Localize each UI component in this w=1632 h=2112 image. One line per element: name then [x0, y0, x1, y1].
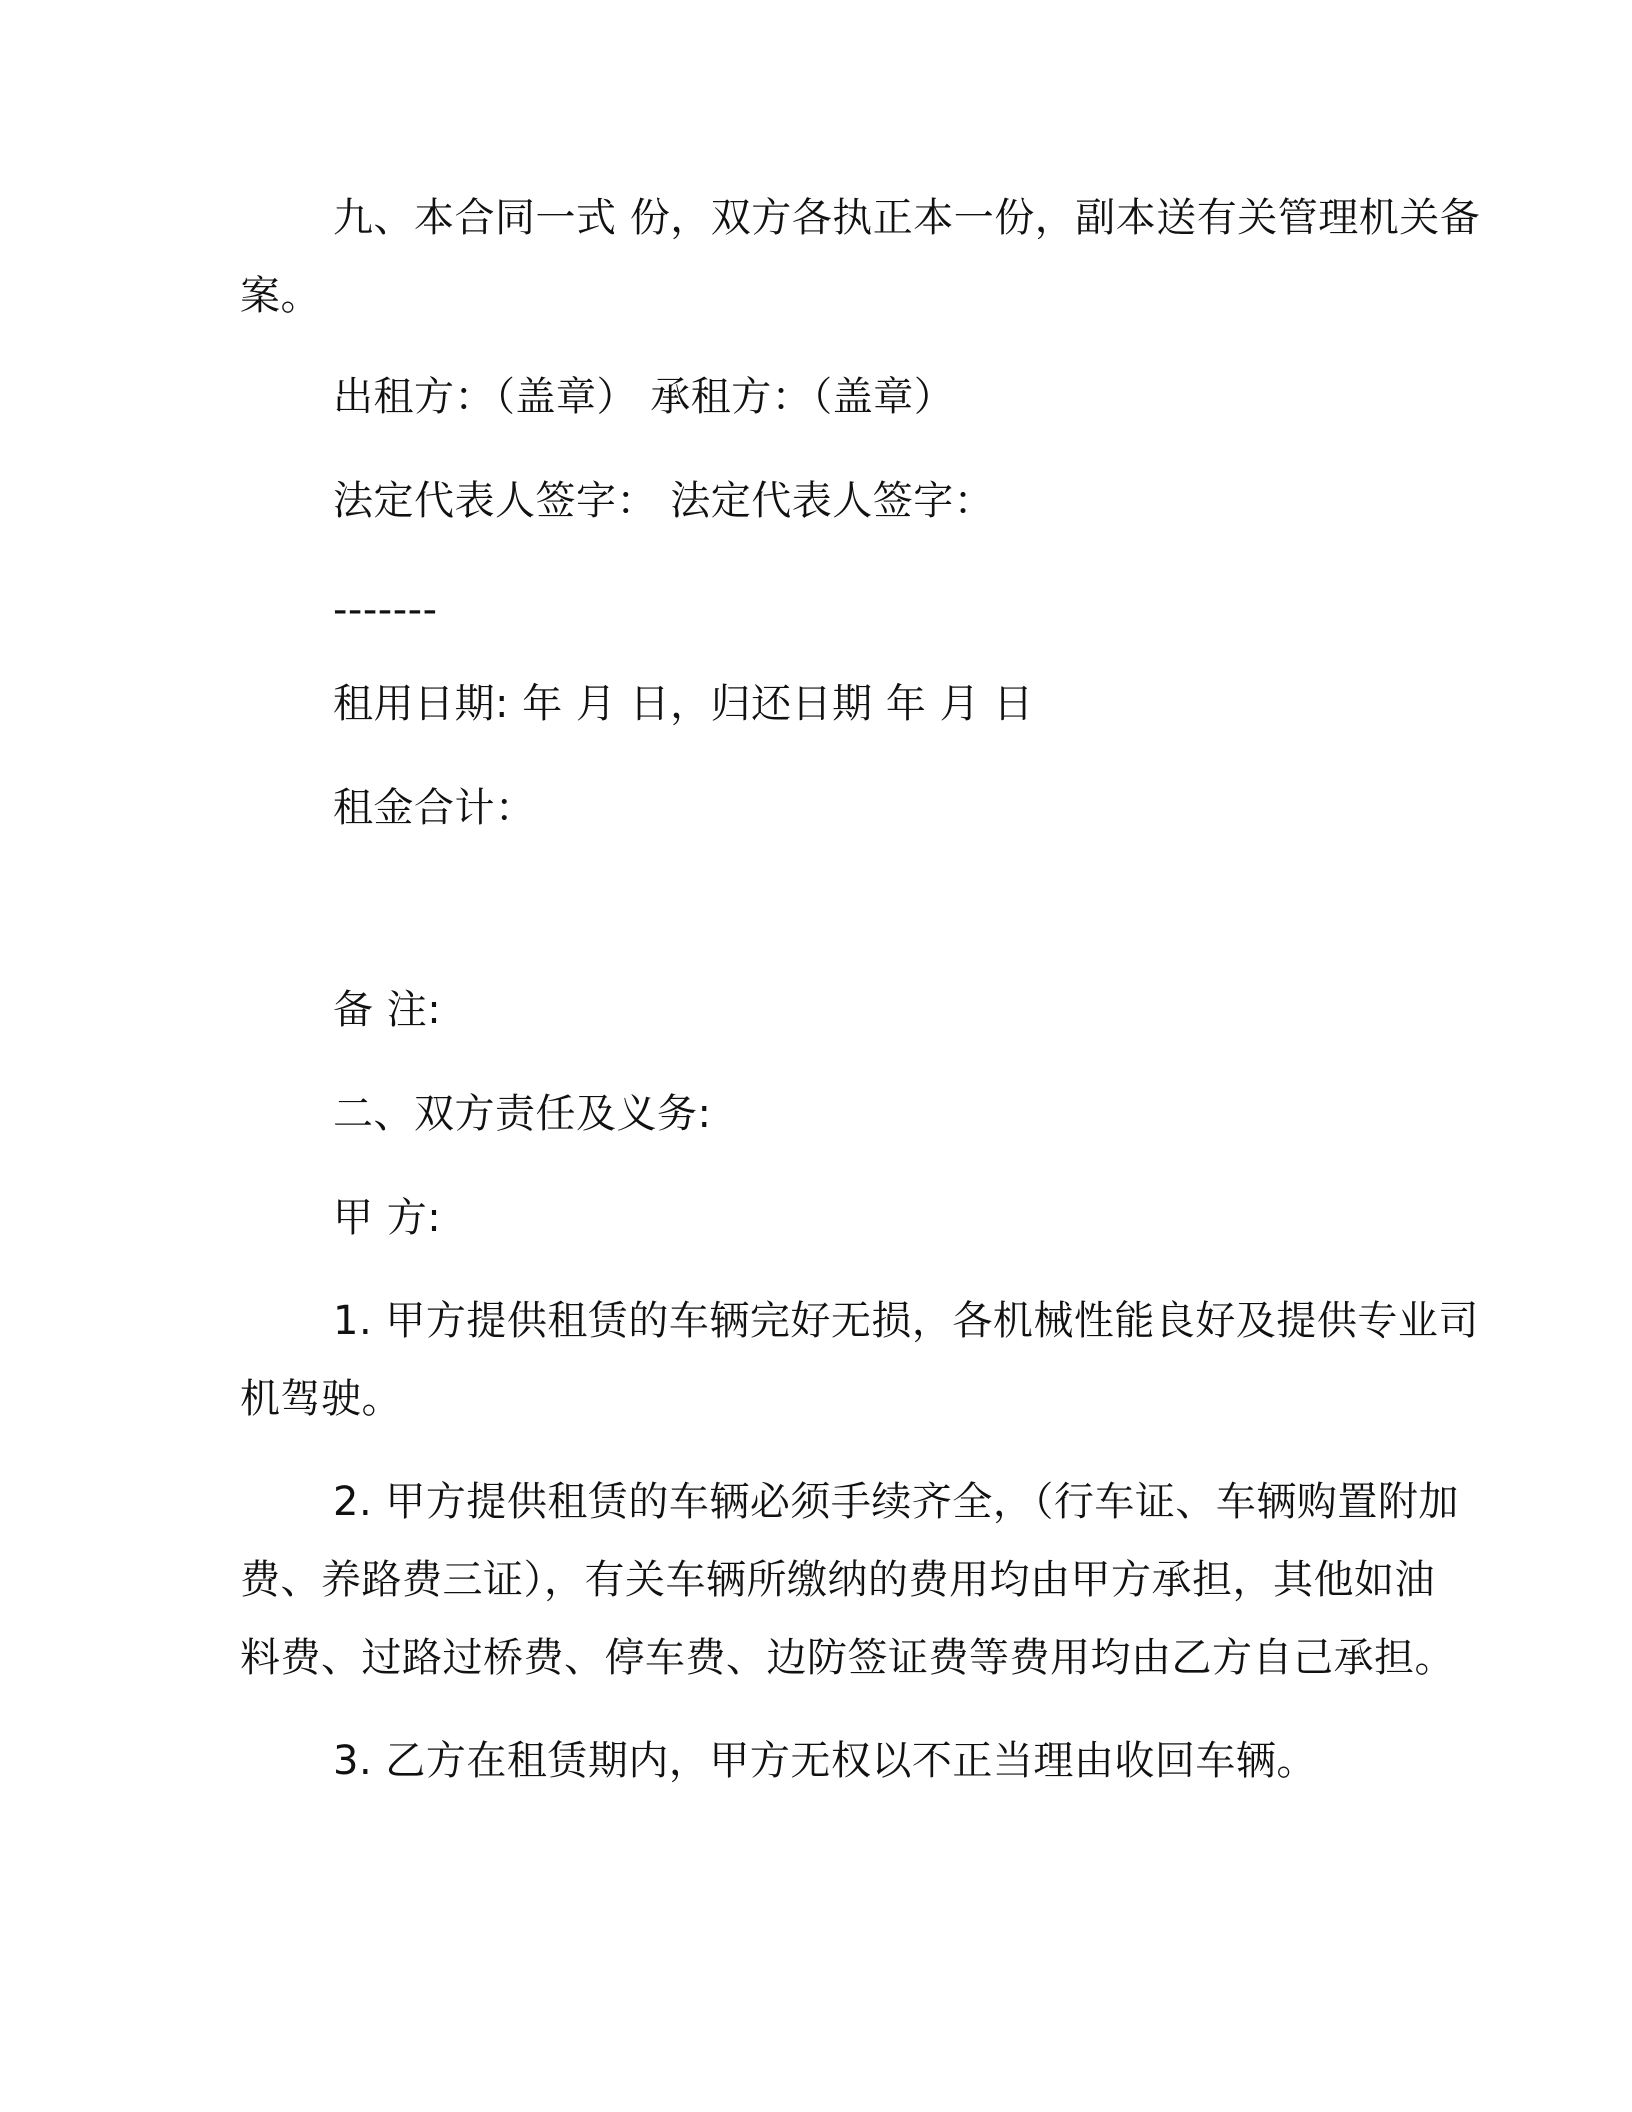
signature-representatives-line: 法定代表人签字： 法定代表人签字： — [333, 478, 995, 524]
rental-dates-line: 租用日期: 年 月 日，归还日期 年 月 日 — [333, 681, 1034, 727]
remarks-line: 备 注: — [333, 987, 442, 1033]
item-1-line-2: 机驾驶。 — [240, 1376, 402, 1422]
rent-total-line: 租金合计： — [333, 785, 536, 831]
section-two-heading: 二、双方责任及义务: — [333, 1091, 712, 1137]
separator-dashes: ------- — [333, 587, 438, 633]
item-1-line-1: 1. 甲方提供租赁的车辆完好无损，各机械性能良好及提供专业司 — [333, 1298, 1479, 1344]
clause-nine-line-2: 案。 — [240, 273, 321, 319]
item-3-line-1: 3. 乙方在租赁期内，甲方无权以不正当理由收回车辆。 — [333, 1738, 1317, 1784]
item-2-line-2: 费、养路费三证），有关车辆所缴纳的费用均由甲方承担，其他如油 — [240, 1557, 1435, 1603]
clause-nine-line-1: 九、本合同一式 份，双方各执正本一份，副本送有关管理机关备 — [333, 195, 1481, 241]
signature-stamps-line: 出租方：（盖章） 承租方：（盖章） — [333, 374, 955, 420]
item-2-line-1: 2. 甲方提供租赁的车辆必须手续齐全，（行车证、车辆购置附加 — [333, 1479, 1459, 1525]
item-2-line-3: 料费、过路过桥费、停车费、边防签证费等费用均由乙方自己承担。 — [240, 1635, 1455, 1681]
party-a-heading: 甲 方: — [333, 1195, 442, 1241]
